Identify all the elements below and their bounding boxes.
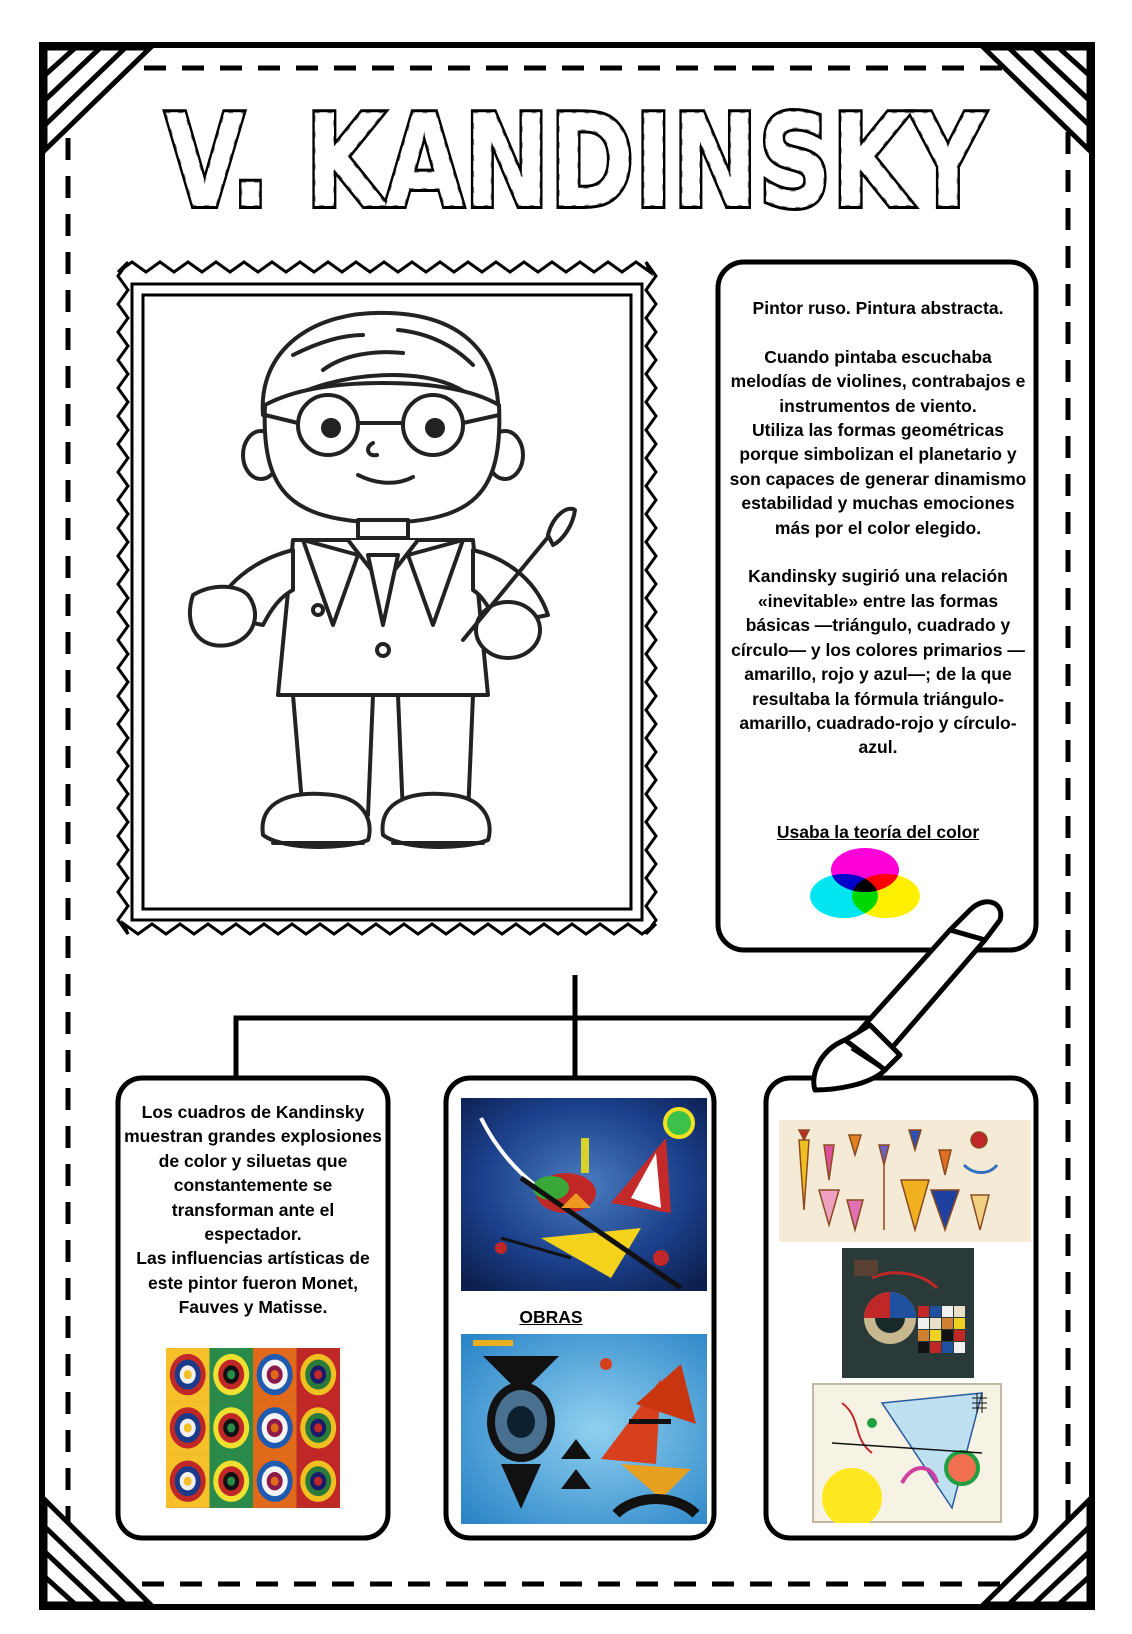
title-text: V. KANDINSKY (165, 88, 987, 228)
concentric-ring (314, 1477, 322, 1486)
triangles-artwork (779, 1120, 1031, 1242)
grid-square (930, 1318, 941, 1329)
concentric-ring (184, 1477, 192, 1486)
concentric-ring (271, 1370, 279, 1379)
concentric-ring (227, 1423, 235, 1432)
paintbrush-icon (790, 890, 1020, 1100)
composition-artwork-softblue (461, 1334, 707, 1524)
grid-square (918, 1330, 929, 1341)
corner-stripes-top-left (45, 48, 150, 150)
concentric-circles-artwork (166, 1348, 340, 1508)
composition-artwork-blue (461, 1098, 707, 1291)
grid-square (942, 1318, 953, 1329)
grid-square (954, 1318, 965, 1329)
concentric-ring (184, 1370, 192, 1379)
grid-square (954, 1342, 965, 1353)
influences-text: Los cuadros de Kandinsky muestran grandes explosiones de color y siluetas que constantemente se transforman ante el espectador. Las influencias artísticas de este pintor fueron Monet, Fauves y Matisse. (124, 1102, 382, 1318)
grid-square (930, 1306, 941, 1317)
grid-square (918, 1306, 929, 1317)
grid-circle-artwork (842, 1248, 974, 1378)
color-theory-label: Usaba la teoría del color (776, 822, 980, 842)
grid-square (930, 1330, 941, 1341)
kandinsky-cartoon-figure (143, 295, 631, 909)
grid-square (954, 1330, 965, 1341)
concentric-ring (271, 1477, 279, 1486)
concentric-ring (184, 1423, 192, 1432)
concentric-ring (227, 1370, 235, 1379)
concentric-ring (227, 1477, 235, 1486)
concentric-ring (314, 1423, 322, 1432)
grid-square (942, 1306, 953, 1317)
page-title (150, 88, 1000, 228)
grid-square (918, 1342, 929, 1353)
grid-square (954, 1306, 965, 1317)
grid-square (930, 1342, 941, 1353)
bio-text: Pintor ruso. Pintura abstracta. Cuando pintaba escuchaba melodías de violines, contrabajos e instrumentos de viento. Utiliza las formas geométricas porque simbolizan el planetario y son capaces de generar dinamismo estabilidad y muchas emociones más por el color elegido. Kandinsky sugirió una relación «inevitable» entre las formas básicas —triángulo, cuadrado y círculo— y los colores primarios —amarillo, rojo y azul—; de la que resultaba la fórmula triángulo-amarillo, cuadrado-rojo y círculo-azul. (729, 298, 1027, 758)
light-composition-artwork (812, 1383, 1002, 1523)
works-label: OBRAS (519, 1307, 583, 1327)
grid-square (942, 1342, 953, 1353)
concentric-ring (271, 1423, 279, 1432)
concentric-ring (314, 1370, 322, 1379)
svg-text:V. KANDINSKY: V. KANDINSKY (165, 88, 987, 228)
grid-square (918, 1318, 929, 1329)
grid-square (942, 1330, 953, 1341)
corner-stripes-bottom-left (45, 1500, 150, 1604)
